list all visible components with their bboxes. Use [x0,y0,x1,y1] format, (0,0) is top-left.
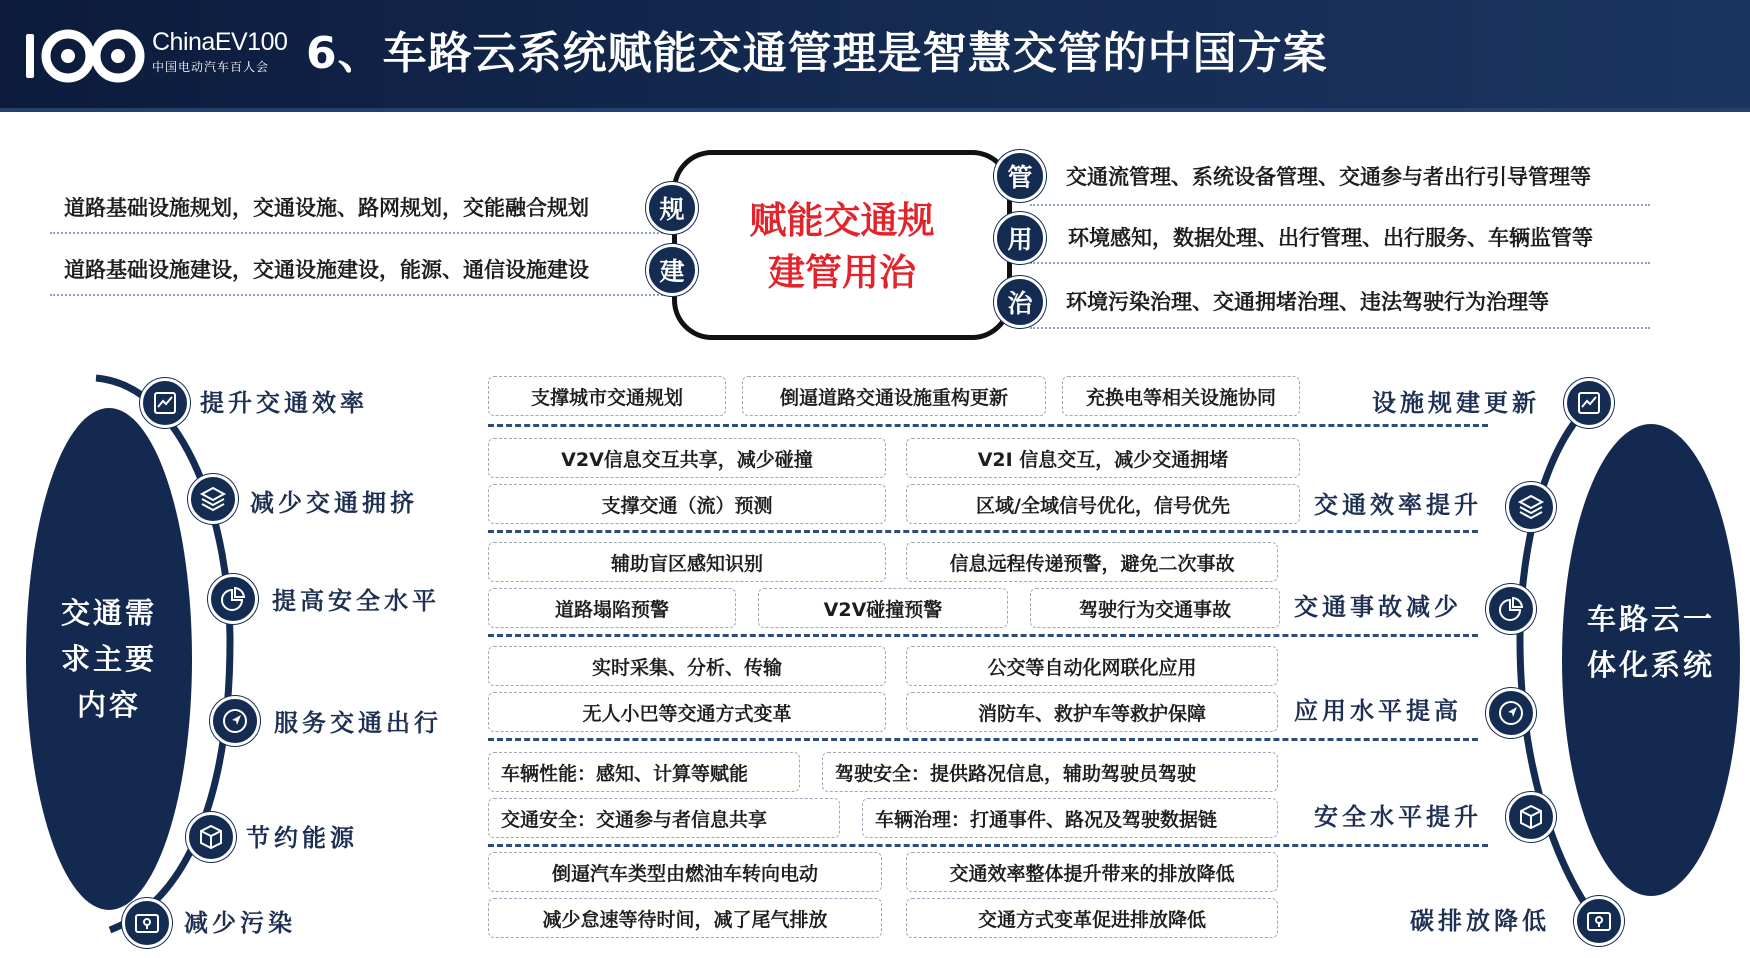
left-item-label: 减少交通拥挤 [250,489,418,517]
map-pin-icon [1585,907,1613,935]
feature-box: 区域/全域信号优化，信号优先 [906,484,1300,524]
chart-circle [1564,378,1614,428]
right-item-label: 应用水平提高 [1294,697,1462,725]
feature-box: 支撑交通（流）预测 [488,484,886,524]
left-item-label: 节约能源 [246,824,358,852]
group-separator [488,424,1488,427]
group-separator [488,530,1478,533]
feature-box: 辅助盲区感知识别 [488,542,886,582]
right-item-label: 碳排放降低 [1410,907,1550,935]
left-oval-line-1: 交通需 [60,596,157,630]
feature-box: 倒逼道路交通设施重构更新 [742,376,1046,416]
left-item-label: 服务交通出行 [274,709,442,737]
gui-description: 道路基础设施规划，交通设施、路网规划，交能融合规划 [64,196,589,220]
feature-box: 公交等自动化网联化应用 [906,646,1278,686]
right-item-label: 交通效率提升 [1314,491,1482,519]
right-item-label: 安全水平提升 [1314,803,1482,831]
left-oval-line-2: 求主要 [60,642,157,676]
feature-box: 驾驶安全：提供路况信息，辅助驾驶员驾驶 [822,752,1278,792]
logo-english: ChinaEV100 [152,28,288,56]
feature-box: V2I 信息交互，减少交通拥堵 [906,438,1300,478]
right-oval-line-2: 体化系统 [1586,648,1715,682]
layers-circle [1506,482,1556,532]
pie-chart-icon [1497,595,1525,623]
right-item-label: 设施规建更新 [1372,389,1540,417]
feature-box: 实时采集、分析、传输 [488,646,886,686]
feature-box: 支撑城市交通规划 [488,376,726,416]
cube-circle [1506,792,1556,842]
zhi-description: 环境污染治理、交通拥堵治理、违法驾驶行为治理等 [1066,290,1549,314]
pie-chart-circle [1486,584,1536,634]
feature-box: 无人小巴等交通方式变革 [488,692,886,732]
jian-circle: 建 [646,244,698,296]
right-oval-line-1: 车路云一 [1586,602,1715,636]
guan-description: 交通流管理、系统设备管理、交通参与者出行引导管理等 [1066,165,1591,189]
feature-box: 减少怠速等待时间，减了尾气排放 [488,898,882,938]
feature-box: 交通方式变革促进排放降低 [906,898,1278,938]
zhi-circle: 治 [994,276,1046,328]
left-item-label: 提升交通效率 [200,389,368,417]
group-separator [488,634,1478,637]
feature-box: 信息远程传递预警，避免二次事故 [906,542,1278,582]
feature-box: 充换电等相关设施协同 [1062,376,1300,416]
right-oval-text [1562,596,1740,688]
map-pin-circle [1574,896,1624,946]
right-item-label: 交通事故减少 [1294,593,1462,621]
feature-box: 交通效率整体提升带来的排放降低 [906,852,1278,892]
feature-box: 驾驶行为交通事故 [1030,588,1280,628]
yong-description: 环境感知，数据处理、出行管理、出行服务、车辆监管等 [1068,226,1593,250]
feature-box: V2V信息交互共享，减少碰撞 [488,438,886,478]
navigation-circle [1486,688,1536,738]
feature-box: 车辆治理：打通事件、路况及驾驶数据链 [862,798,1278,838]
page-title: 6、车路云系统赋能交通管理是智慧交管的中国方案 [306,28,1328,79]
navigation-icon [1497,699,1525,727]
gui-circle: 规 [646,182,698,234]
left-item-label: 减少污染 [184,909,296,937]
feature-box: V2V碰撞预警 [758,588,1008,628]
jian-description: 道路基础设施建设，交通设施建设，能源、通信设施建设 [64,258,589,282]
center-line-2: 建管用治 [768,251,916,294]
logo-chinese: 中国电动汽车百人会 [152,60,270,74]
left-item-label: 提高安全水平 [272,587,440,615]
left-oval-line-3: 内容 [76,688,141,722]
group-separator [488,738,1478,741]
group-separator [488,844,1488,847]
feature-box: 车辆性能：感知、计算等赋能 [488,752,800,792]
feature-box: 道路塌陷预警 [488,588,736,628]
yong-circle: 用 [994,212,1046,264]
chart-icon [1575,389,1603,417]
right-oval [1562,424,1740,896]
guan-circle: 管 [994,150,1046,202]
layers-icon [1517,493,1545,521]
feature-box: 消防车、救护车等救护保障 [906,692,1278,732]
feature-box: 交通安全：交通参与者信息共享 [488,798,840,838]
center-line-1: 赋能交通规 [749,199,935,242]
feature-box: 倒逼汽车类型由燃油车转向电动 [488,852,882,892]
cube-icon [1517,803,1545,831]
